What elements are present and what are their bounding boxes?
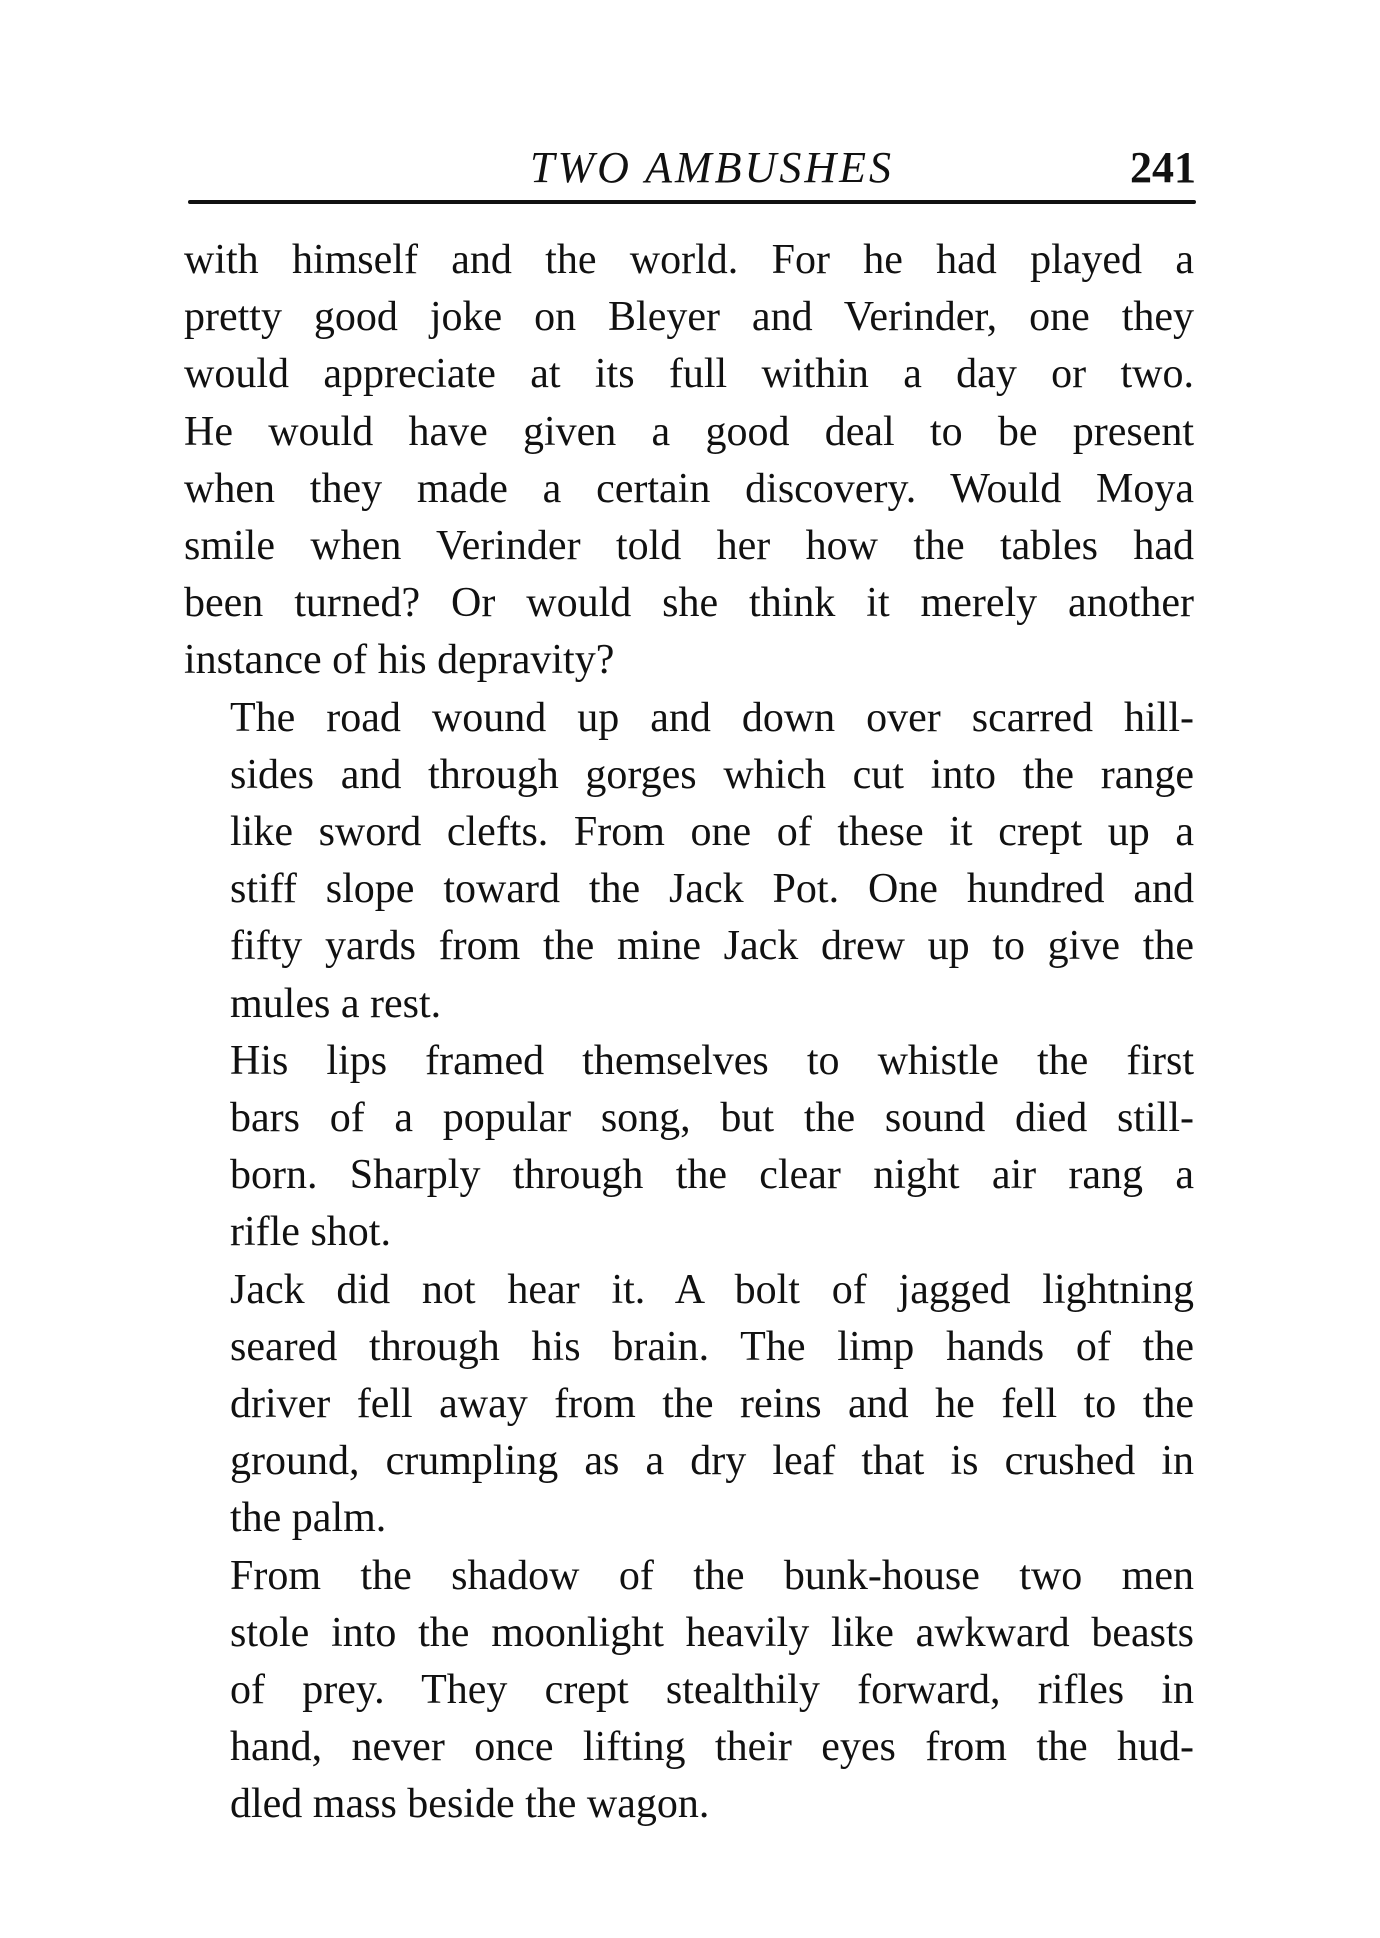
paragraph	[184, 1548, 1194, 1834]
text-line: rifle shot.	[230, 1209, 391, 1256]
body-text	[184, 232, 1194, 1834]
text-line: seared through his brain. The limp hands of the	[230, 1323, 1194, 1370]
text-line: bars of a popular song, but the sound died still-	[230, 1095, 1194, 1142]
text-line: dled mass beside the wagon.	[230, 1781, 710, 1828]
text-line: smile when Verinder told her how the tables had	[184, 523, 1194, 570]
paragraph	[184, 1033, 1194, 1262]
text-line: when they made a certain discovery. Would Moya	[184, 465, 1194, 512]
header-rule	[188, 200, 1196, 204]
running-head	[188, 138, 1196, 198]
text-line: The road wound up and down over scarred hill-	[230, 694, 1194, 741]
text-line: fifty yards from the mine Jack drew up to give the	[230, 923, 1194, 970]
text-line: pretty good joke on Bleyer and Verinder, one they	[184, 294, 1194, 341]
paragraph	[184, 232, 1194, 690]
text-line: He would have given a good deal to be present	[184, 408, 1194, 455]
text-line: would appreciate at its full within a day or two.	[184, 351, 1194, 398]
text-line: stiff slope toward the Jack Pot. One hundred and	[230, 866, 1194, 913]
text-line: Jack did not hear it. A bolt of jagged lightning	[230, 1266, 1194, 1313]
text-line: ground, crumpling as a dry leaf that is crushed in	[230, 1438, 1194, 1485]
text-line: born. Sharply through the clear night air rang a	[230, 1152, 1194, 1199]
text-line: hand, never once lifting their eyes from the hud-	[230, 1724, 1194, 1771]
page-number: 241	[1130, 143, 1196, 192]
chapter-title: TWO AMBUSHES	[530, 143, 894, 192]
text-line: with himself and the world. For he had played a	[184, 237, 1194, 283]
text-line: mules a rest.	[230, 980, 442, 1027]
paragraph	[184, 690, 1194, 1033]
text-line: driver fell away from the reins and he fell to the	[230, 1381, 1194, 1428]
text-line: the palm.	[230, 1495, 387, 1542]
text-line: been turned? Or would she think it merely another	[184, 580, 1194, 627]
text-line: of prey. They crept stealthily forward, rifles in	[230, 1667, 1194, 1714]
text-line: sides and through gorges which cut into the range	[230, 751, 1194, 798]
text-line: like sword clefts. From one of these it crept up a	[230, 809, 1194, 856]
text-line: From the shadow of the bunk-house two men	[230, 1552, 1194, 1599]
text-line: instance of his depravity?	[184, 637, 615, 684]
paragraph	[184, 1262, 1194, 1548]
text-line: stole into the moonlight heavily like awkward beasts	[230, 1609, 1194, 1656]
text-line: His lips framed themselves to whistle the first	[230, 1037, 1194, 1084]
